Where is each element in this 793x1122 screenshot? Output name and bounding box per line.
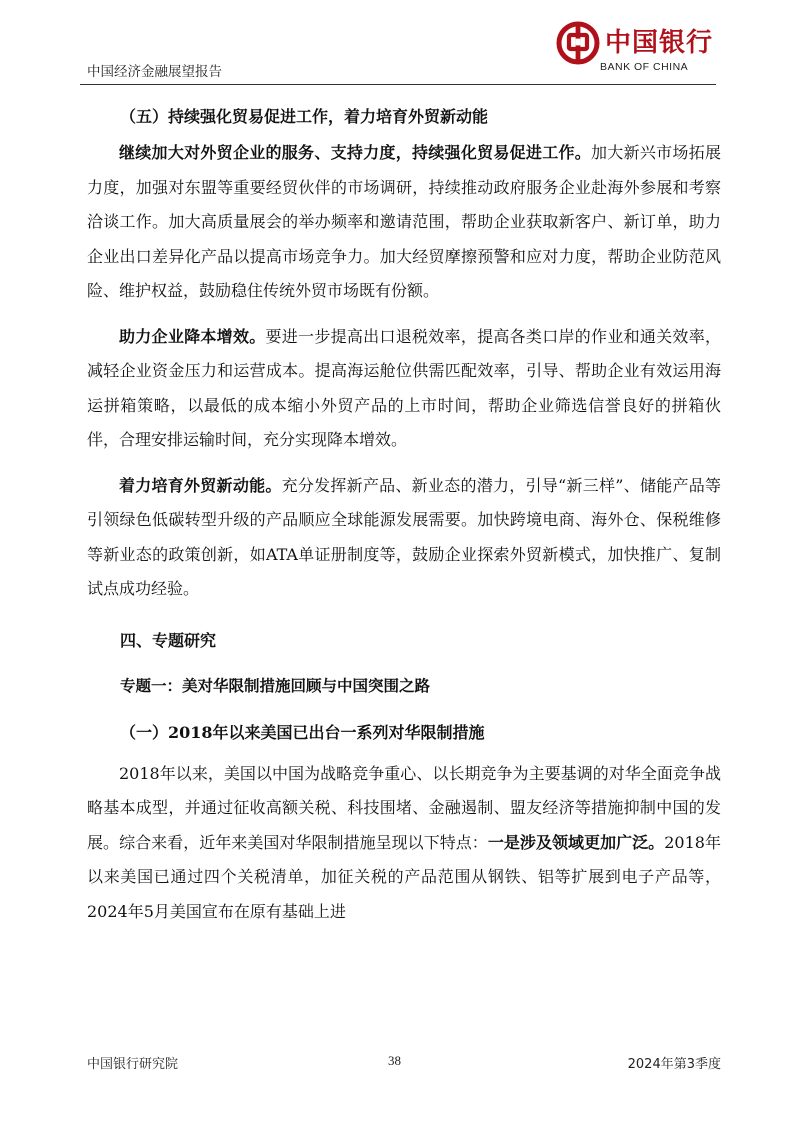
paragraph-trade-services: [87, 136, 721, 309]
item-heading-measures-since-2018: （一）2018年以来美国已出台一系列对华限制措施: [120, 722, 485, 742]
logo-english-name: BANK OF CHINA: [600, 61, 689, 73]
bank-logo: [556, 21, 721, 83]
paragraph-lead: 助力企业降本增效。: [119, 326, 266, 346]
report-title: 中国经济金融展望报告: [87, 64, 222, 80]
paragraph-text: 要进一步提高出口退税效率，提高各类口岸的作业和通关效率，减轻企业资金压力和运营成本。提高海运舱位供需匹配效率，引导、帮助企业有效运用海运拼箱策略，以最低的成本缩小外贸产品的上市时间，帮助企业筛选信誉良好的拼箱伙伴，合理安排运输时间，充分实现降本增效。: [87, 326, 721, 449]
paragraph-cost-reduction: [87, 320, 721, 458]
subheading-trade-promotion: （五）持续强化贸易促进工作，着力培育外贸新动能: [120, 107, 489, 126]
paragraph-text: 充分发挥新产品、新业态的潜力，引导“新三样”、储能产品等引领绿色低碳转型升级的产品顺应全球能源发展需要。加快跨境电商、海外仓、保税维修等新业态的政策创新，如ATA单证册制度等，鼓励企业探索外贸新模式，加快推广、复制试点成功经验。: [87, 475, 721, 598]
footer-period: 2024年第3季度: [627, 1057, 721, 1072]
paragraph-new-momentum: [87, 469, 721, 607]
paragraph-text-tail: 2018年以来美国已通过四个关税清单，加征关税的产品范围从钢铁、铝等扩展到电子产品等，2024年5月美国宣布在原有基础上进: [87, 832, 721, 921]
footer-page-number: 38: [388, 1053, 401, 1068]
bank-of-china-emblem-icon: [556, 21, 600, 65]
header-divider: [80, 84, 716, 85]
paragraph-text: 2018年以来，美国以中国为战略竞争重心、以长期竞争为主要基调的对华全面竞争战略基本成型，并通过征收高额关税、科技围堵、金融遏制、盟友经济等措施抑制中国的发展。综合来看，近年来美国对华限制措施呈现以下特点：: [87, 763, 721, 852]
paragraph-lead: 继续加大对外贸企业的服务、支持力度，持续强化贸易促进工作。: [119, 143, 592, 162]
logo-chinese-name: 中国银行: [605, 28, 714, 58]
paragraph-lead: 着力培育外贸新动能。: [119, 475, 282, 495]
paragraph-us-strategy: [87, 757, 721, 930]
footer-institute: 中国银行研究院: [87, 1057, 179, 1072]
paragraph-point-lead: 一是涉及领域更加广泛。: [487, 832, 665, 852]
paragraph-text: 加大新兴市场拓展力度，加强对东盟等重要经贸伙伴的市场调研，持续推动政府服务企业赴海外参展和考察洽谈工作。加大高质量展会的举办频率和邀请范围，帮助企业获取新客户、新订单，助力企业出口差异化产品以提高市场竞争力。加大经贸摩擦预警和应对力度，帮助企业防范风险、维护权益，鼓励稳住传统外贸市场既有份额。: [87, 143, 721, 300]
section-heading-special-research: 四、专题研究: [120, 630, 217, 650]
page-content: [87, 98, 721, 929]
topic-heading-us-restrictions: 专题一：美对华限制措施回顾与中国突围之路: [120, 675, 431, 695]
